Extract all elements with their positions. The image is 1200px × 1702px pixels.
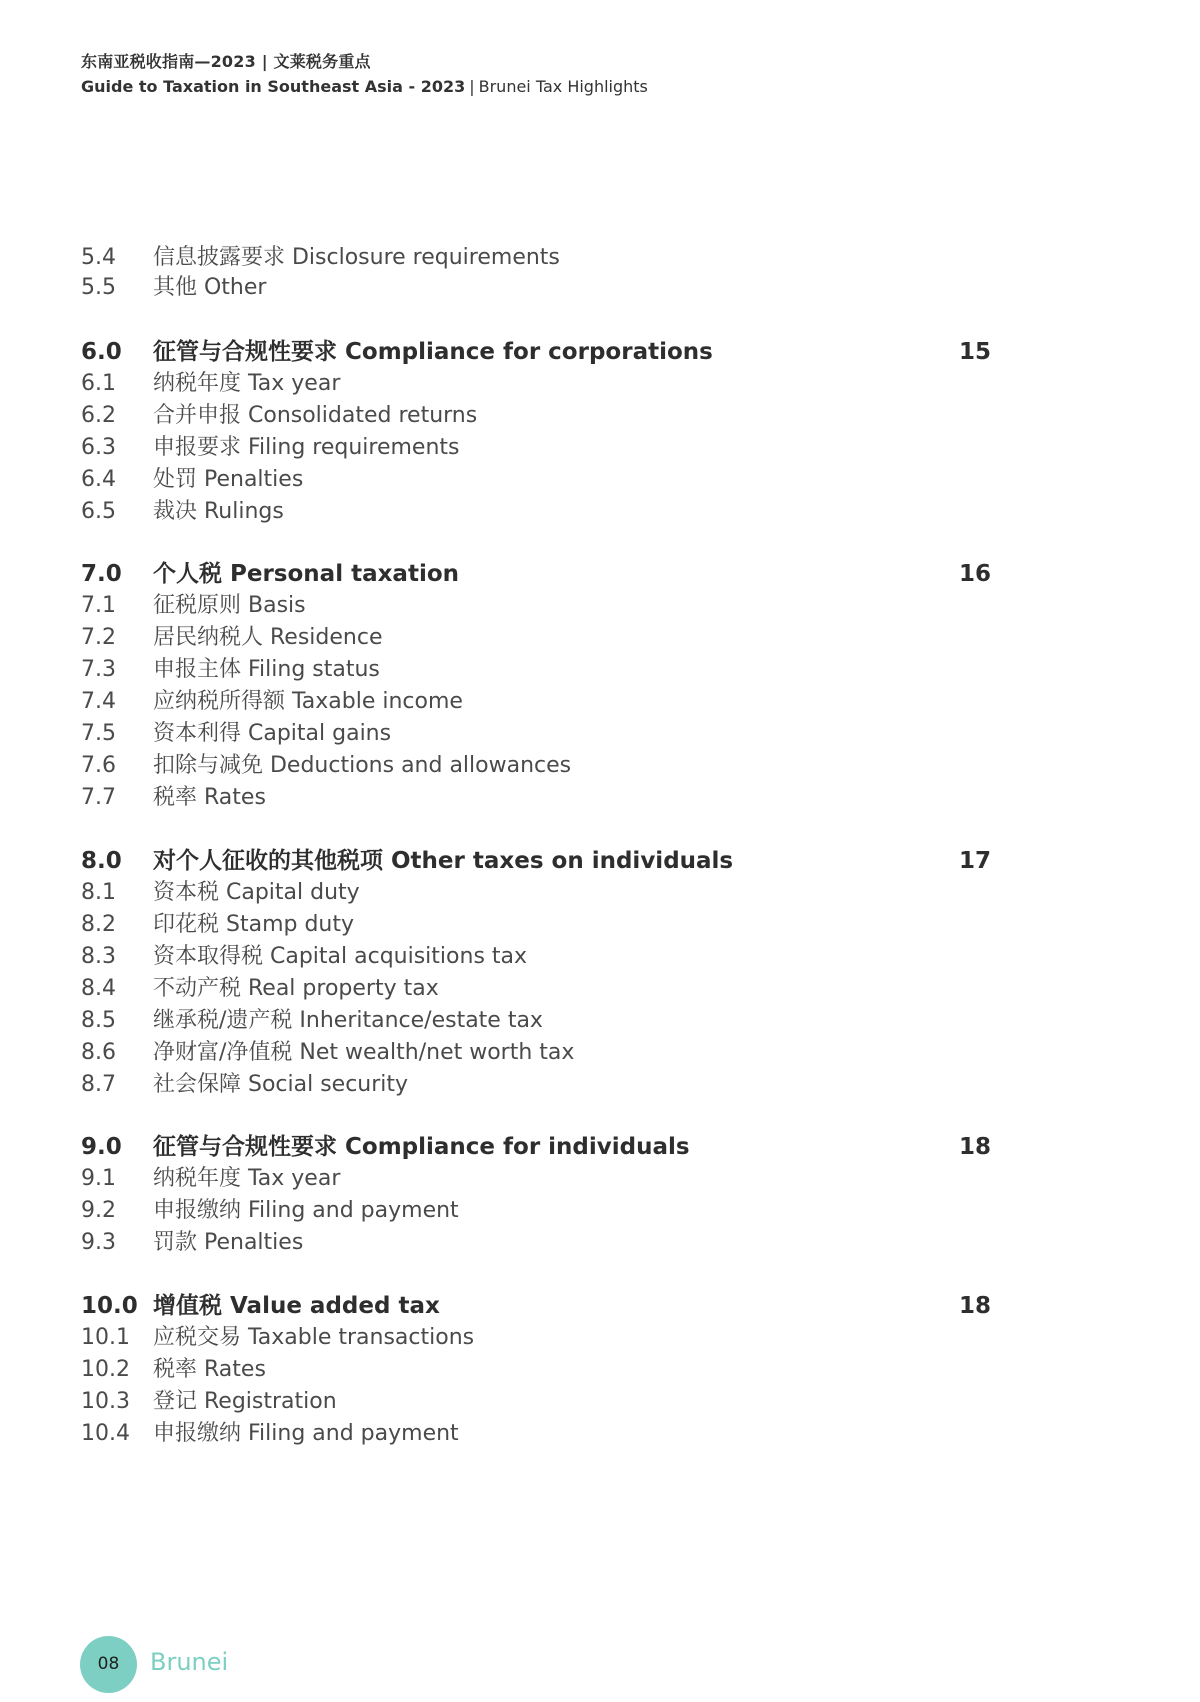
toc-title: 扣除与减免 Deductions and allowances	[153, 753, 572, 778]
toc-title: 申报要求 Filing requirements	[153, 435, 460, 460]
toc-title: 申报缴纳 Filing and payment	[153, 1421, 459, 1446]
toc-number: 10.2	[81, 1357, 130, 1382]
toc-title: 净财富/净值税 Net wealth/net worth tax	[153, 1040, 575, 1065]
toc-title: 居民纳税人 Residence	[153, 625, 383, 650]
toc-title: 社会保障 Social security	[153, 1072, 409, 1097]
toc-number: 7.1	[81, 593, 116, 618]
toc-number: 8.1	[81, 880, 116, 905]
toc-page-number: 15	[959, 339, 992, 365]
toc-page-number: 18	[959, 1293, 992, 1319]
toc-number: 8.6	[81, 1040, 116, 1065]
toc-number: 7.6	[81, 753, 116, 778]
toc-title: 印花税 Stamp duty	[153, 912, 355, 937]
toc-page-number: 16	[959, 561, 992, 587]
toc-title: 纳税年度 Tax year	[153, 371, 341, 396]
toc-title: 登记 Registration	[153, 1389, 337, 1414]
toc-number: 10.0	[81, 1293, 138, 1319]
toc-title: 处罚 Penalties	[153, 467, 304, 492]
toc-title: 资本税 Capital duty	[153, 880, 360, 905]
toc-title: 征税原则 Basis	[153, 593, 306, 618]
toc-page-number: 17	[959, 848, 992, 874]
toc-number: 10.4	[81, 1421, 130, 1446]
toc-title: 税率 Rates	[153, 785, 266, 810]
toc-title: 应税交易 Taxable transactions	[153, 1325, 475, 1350]
toc-title: 申报缴纳 Filing and payment	[153, 1198, 459, 1223]
toc-title: 裁决 Rulings	[153, 499, 284, 524]
toc-number: 8.4	[81, 976, 116, 1001]
toc-number: 5.5	[81, 275, 116, 300]
toc-number: 6.3	[81, 435, 116, 460]
toc-number: 9.3	[81, 1230, 116, 1255]
toc-number: 6.1	[81, 371, 116, 396]
toc-number: 10.3	[81, 1389, 130, 1414]
toc-title: 继承税/遗产税 Inheritance/estate tax	[153, 1008, 543, 1033]
toc-number: 10.1	[81, 1325, 130, 1350]
toc-title: 对个人征收的其他税项 Other taxes on individuals	[153, 848, 734, 874]
header-separator: |	[469, 77, 475, 96]
header-english-title	[81, 74, 648, 100]
toc-number: 7.5	[81, 721, 116, 746]
toc-number: 6.0	[81, 339, 122, 365]
toc-number: 9.2	[81, 1198, 116, 1223]
toc-title: 纳税年度 Tax year	[153, 1166, 341, 1191]
toc-title: 个人税 Personal taxation	[153, 561, 460, 587]
toc-title: 罚款 Penalties	[153, 1230, 304, 1255]
toc-number: 5.4	[81, 245, 116, 270]
toc-title: 申报主体 Filing status	[153, 657, 380, 682]
toc-page-number: 18	[959, 1134, 992, 1160]
toc-number: 9.1	[81, 1166, 116, 1191]
toc-title: 信息披露要求 Disclosure requirements	[153, 245, 560, 270]
header-subtitle: Brunei Tax Highlights	[478, 77, 648, 96]
toc-number: 8.2	[81, 912, 116, 937]
toc-number: 6.5	[81, 499, 116, 524]
toc-title: 税率 Rates	[153, 1357, 266, 1382]
header-guide-title: Guide to Taxation in Southeast Asia - 2023	[81, 77, 466, 96]
toc-title: 其他 Other	[153, 275, 267, 300]
page-header	[81, 50, 648, 100]
header-chinese-title: 东南亚税收指南—2023 | 文莱税务重点	[81, 52, 371, 71]
toc-title: 资本取得税 Capital acquisitions tax	[153, 944, 528, 969]
toc-number: 6.4	[81, 467, 116, 492]
toc-number: 7.0	[81, 561, 122, 587]
toc-title: 征管与合规性要求 Compliance for corporations	[153, 339, 713, 365]
toc-number: 8.5	[81, 1008, 116, 1033]
toc-title: 征管与合规性要求 Compliance for individuals	[153, 1134, 690, 1160]
toc-title: 合并申报 Consolidated returns	[153, 403, 478, 428]
footer-country-label: Brunei	[150, 1648, 229, 1676]
toc-title: 不动产税 Real property tax	[153, 976, 439, 1001]
toc-number: 7.2	[81, 625, 116, 650]
toc-number: 7.7	[81, 785, 116, 810]
toc-number: 8.3	[81, 944, 116, 969]
toc-number: 7.4	[81, 689, 116, 714]
toc-number: 8.0	[81, 848, 122, 874]
toc-number: 7.3	[81, 657, 116, 682]
page-number-badge: 08	[80, 1636, 137, 1693]
toc-title: 资本利得 Capital gains	[153, 721, 392, 746]
toc-number: 9.0	[81, 1134, 122, 1160]
toc-number: 6.2	[81, 403, 116, 428]
toc-title: 应纳税所得额 Taxable income	[153, 689, 463, 714]
toc-number: 8.7	[81, 1072, 116, 1097]
toc-title: 增值税 Value added tax	[153, 1293, 440, 1319]
